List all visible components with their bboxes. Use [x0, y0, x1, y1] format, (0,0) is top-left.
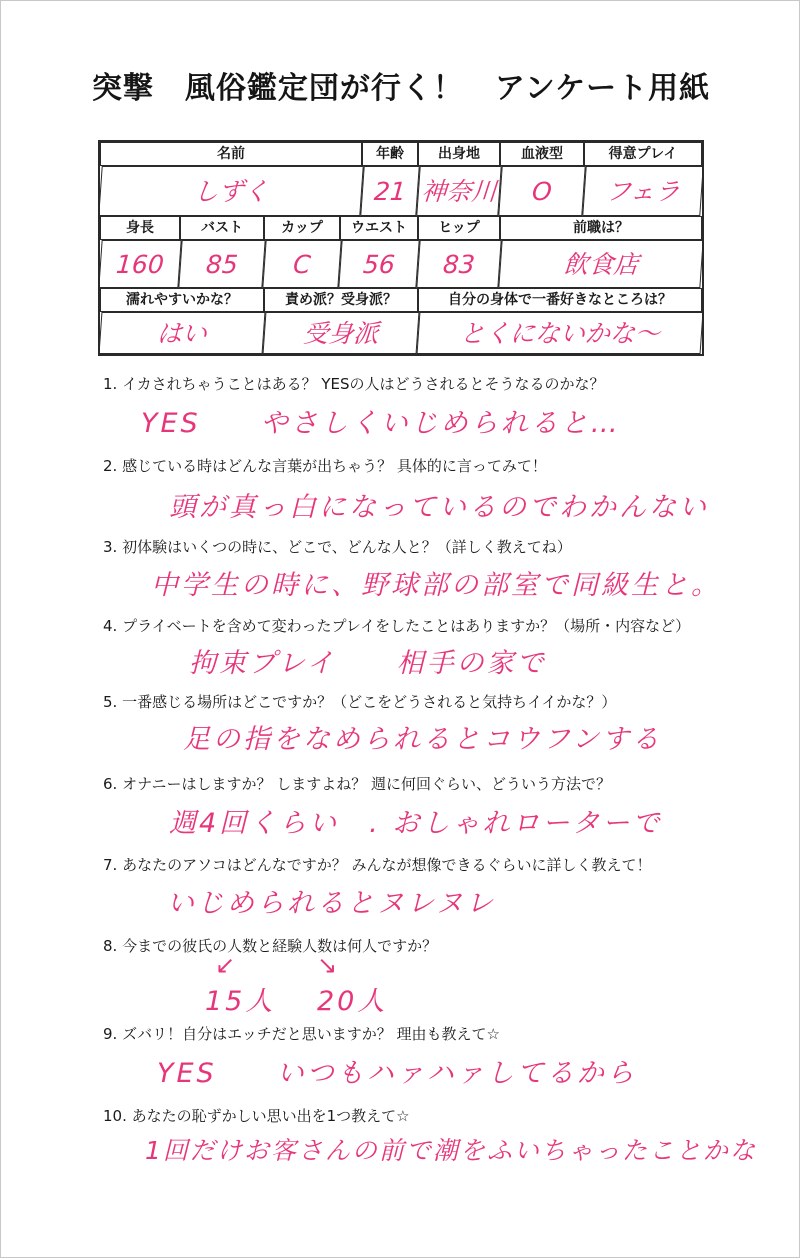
arrow-down-icon: ↙: [215, 951, 236, 979]
label-wet: 濡れやすいかな？: [100, 288, 264, 312]
question-8: 8. 今までの彼氏の人数と経験人数は何人ですか？: [103, 937, 438, 955]
value-specialty: フェラ: [582, 166, 703, 216]
question-10: 10. あなたの恥ずかしい思い出を1つ教えて☆: [103, 1107, 410, 1125]
label-bust: バスト: [180, 216, 264, 240]
label-blood: 血液型: [500, 142, 584, 166]
label-hip: ヒップ: [418, 216, 500, 240]
value-s-or-m: 受身派: [263, 312, 420, 354]
page-title: 突撃 風俗鑑定団が行く！ アンケート用紙: [91, 71, 711, 106]
label-age: 年齢: [362, 142, 418, 166]
profile-table: [98, 140, 704, 356]
question-2: 2. 感じている時はどんな言葉が出ちゃう？ 具体的に言ってみて！: [103, 457, 547, 475]
value-cup: C: [262, 240, 341, 288]
answer-6: 週4回くらい . おしゃれローターで: [169, 808, 663, 839]
answer-5: 足の指をなめられるとコウフンする: [183, 724, 662, 755]
value-prev-job: 飲食店: [498, 240, 703, 288]
answer-9: YES いつもハァハァしてるから: [157, 1058, 637, 1089]
answer-3: 中学生の時に、野球部の部室で同級生と。: [151, 570, 721, 601]
arrow-down-right-icon: ↘: [317, 951, 338, 979]
answer-1: YES やさしくいじめられると…: [141, 408, 621, 439]
answer-8-experience: 20人: [317, 986, 388, 1017]
label-s-or-m: 責め派？受身派？: [264, 288, 418, 312]
value-bust: 85: [178, 240, 265, 288]
value-height: 160: [98, 240, 181, 288]
value-age: 21: [360, 166, 419, 216]
answer-8-boyfriends: 15人: [205, 986, 276, 1017]
label-waist: ウエスト: [340, 216, 418, 240]
question-4: 4. プライベートを含めて変わったプレイをしたことはありますか？（場所・内容など）: [103, 617, 691, 635]
label-birthplace: 出身地: [418, 142, 500, 166]
value-blood: O: [498, 166, 585, 216]
answer-4: 拘束プレイ 相手の家で: [189, 648, 547, 679]
answer-7: いじめられるとヌレヌレ: [167, 888, 496, 919]
value-name: しずく: [98, 166, 363, 216]
question-7: 7. あなたのアソコはどんなですか？ みんなが想像できるぐらいに詳しく教えて！: [103, 856, 652, 874]
label-height: 身長: [100, 216, 180, 240]
answer-10: 1回だけお客さんの前で潮をふいちゃったことかな: [145, 1136, 757, 1165]
value-birthplace: 神奈川: [416, 166, 501, 216]
question-9: 9. ズバリ！自分はエッチだと思いますか？ 理由も教えて☆: [103, 1025, 500, 1043]
value-hip: 83: [416, 240, 501, 288]
value-wet: はい: [99, 312, 266, 354]
question-6: 6. オナニーはしますか？ しますよね？ 週に何回ぐらい、どういう方法で？: [103, 775, 612, 793]
value-fav-part: とくにないかな～: [417, 312, 704, 354]
label-prev-job: 前職は？: [500, 216, 702, 240]
label-name: 名前: [100, 142, 362, 166]
label-fav-part: 自分の身体で一番好きなところは？: [418, 288, 702, 312]
value-waist: 56: [338, 240, 419, 288]
question-5: 5. 一番感じる場所はどこですか？（どこをどうされると気持ちイイかな？）: [103, 693, 617, 711]
answer-2: 頭が真っ白になっているのでわかんない: [169, 492, 709, 523]
label-cup: カップ: [264, 216, 340, 240]
question-1: 1. イカされちゃうことはある？ YESの人はどうされるとそうなるのかな？: [103, 375, 605, 393]
label-specialty: 得意プレイ: [584, 142, 702, 166]
question-3: 3. 初体験はいくつの時に、どこで、どんな人と？（詳しく教えてね）: [103, 538, 572, 556]
